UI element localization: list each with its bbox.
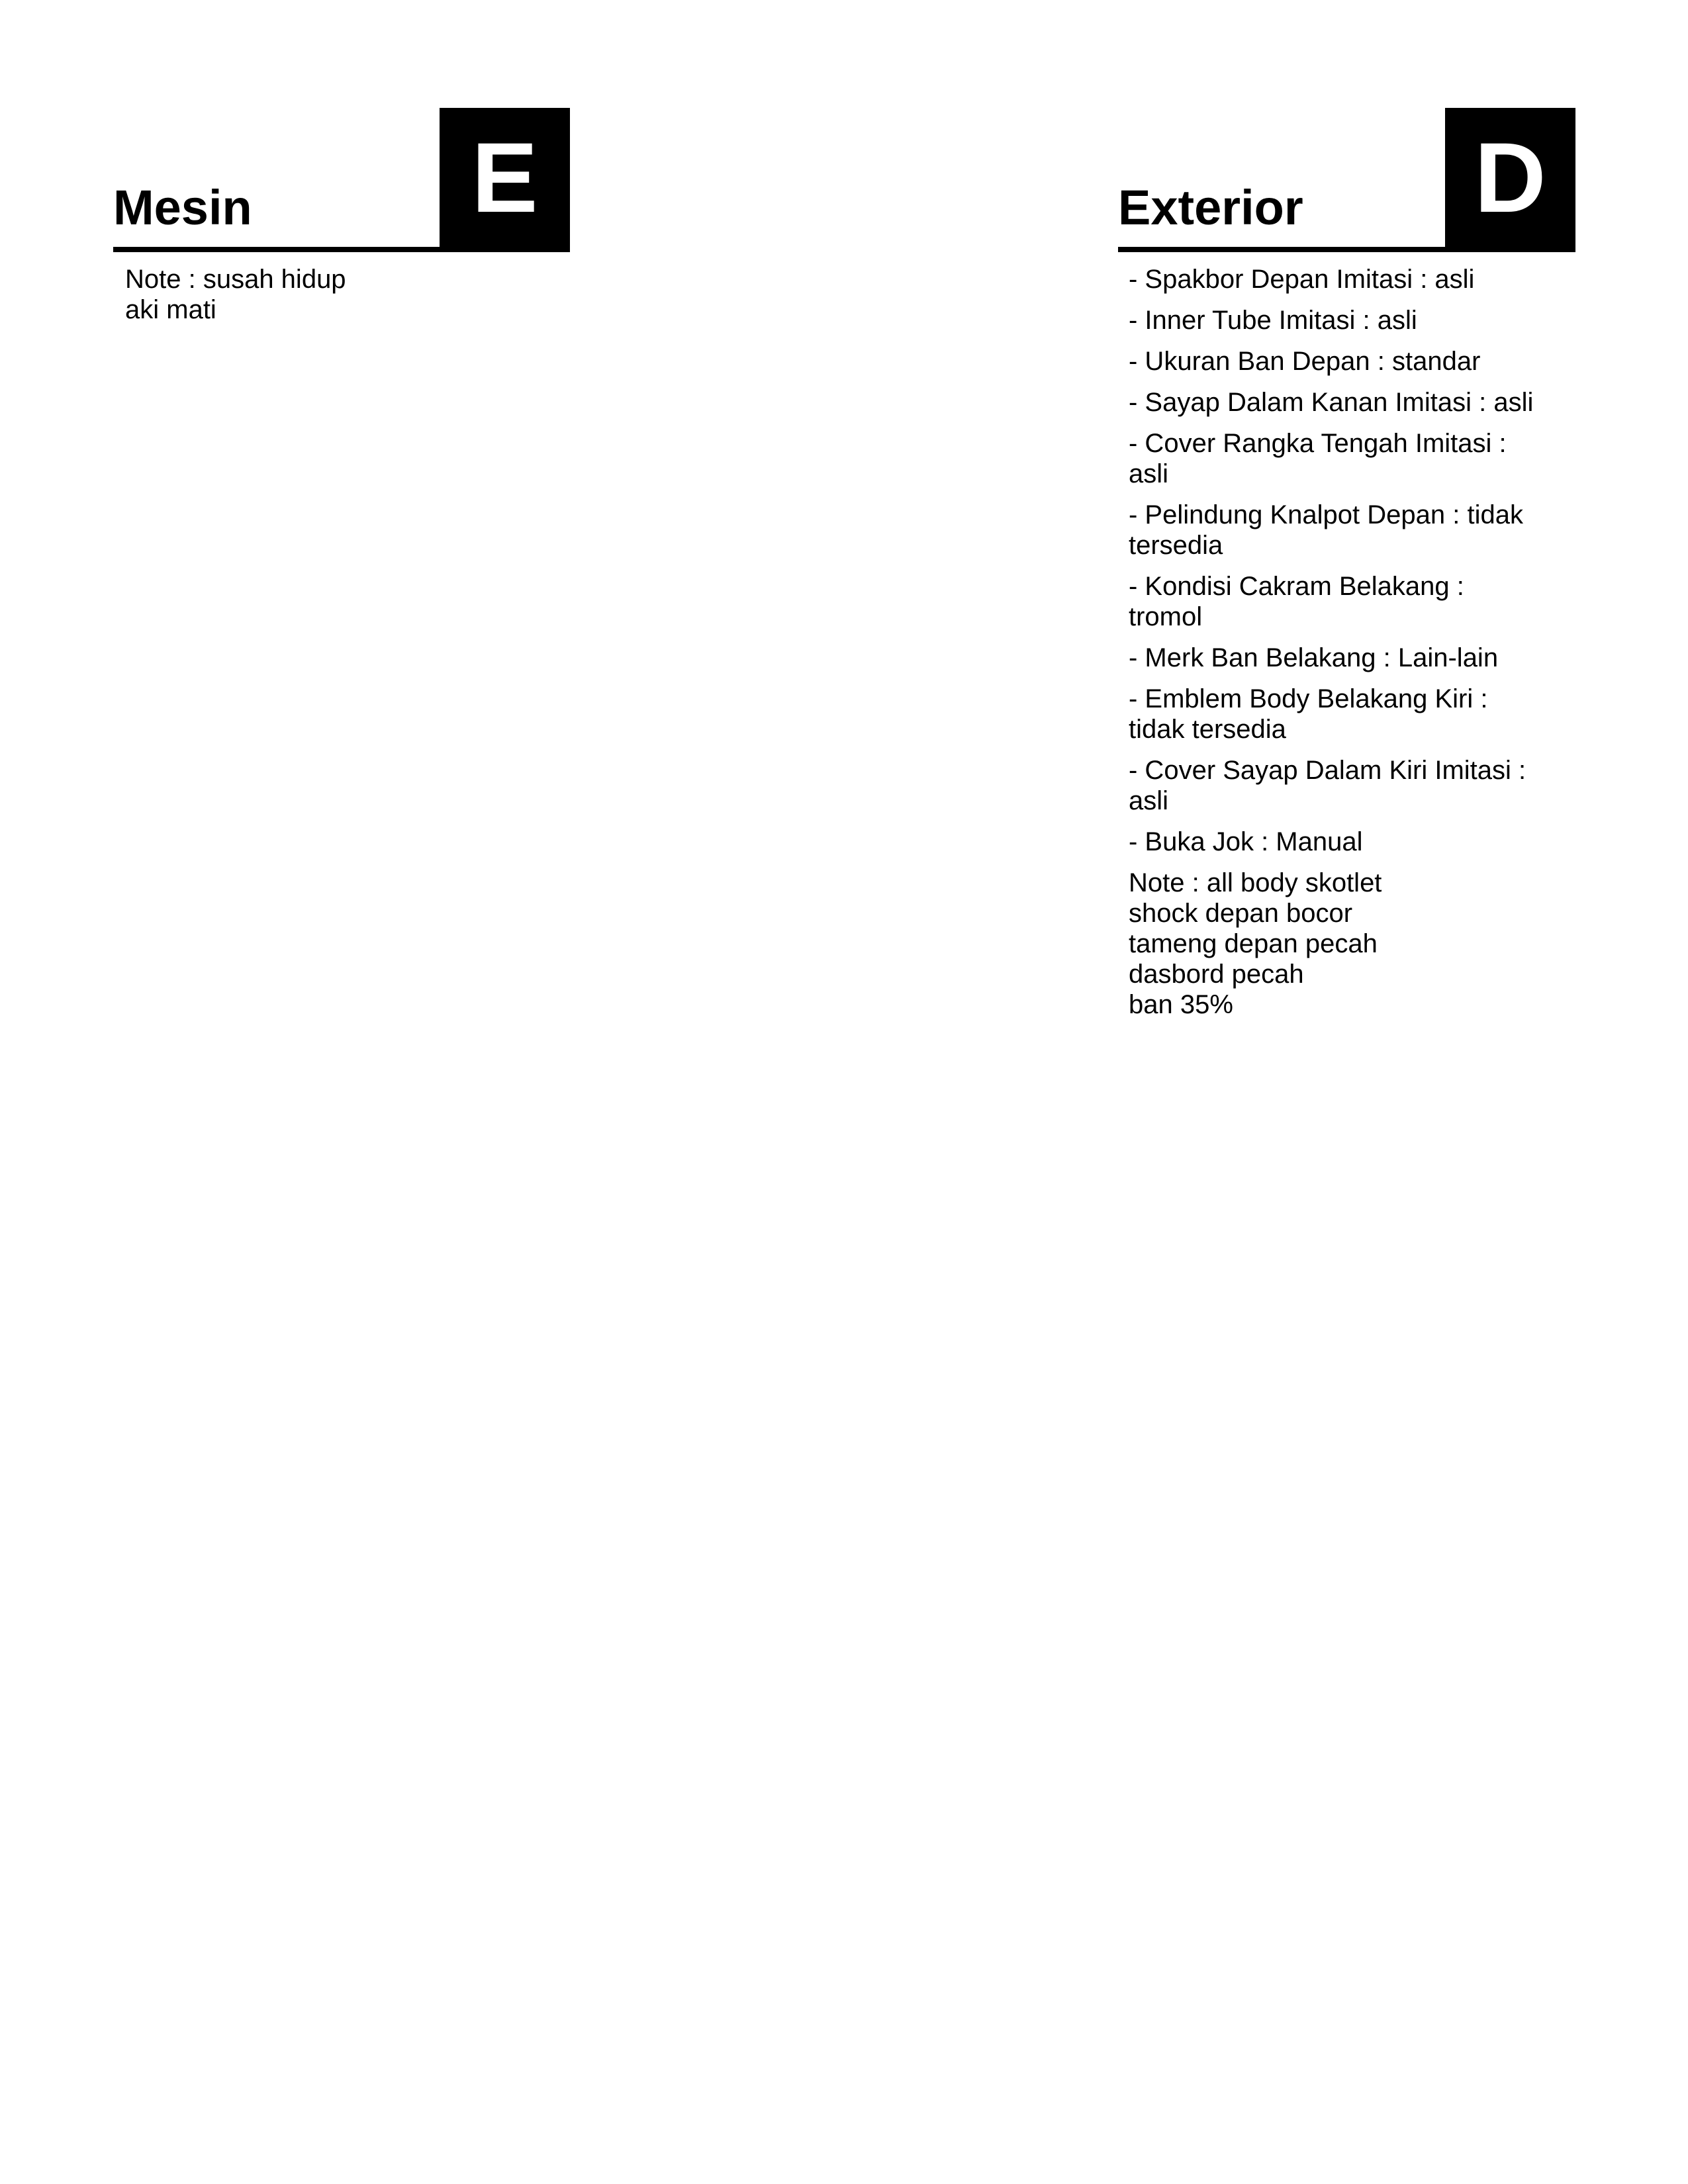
exterior-item: - Emblem Body Belakang Kiri : tidak tersedia [1129, 684, 1488, 744]
exterior-item: - Cover Sayap Dalam Kiri Imitasi : asli [1129, 756, 1526, 815]
mesin-note: Note : susah hidup aki mati [125, 265, 346, 324]
exterior-item: - Cover Rangka Tengah Imitasi : asli [1129, 429, 1507, 488]
mesin-body [113, 252, 570, 325]
exterior-item: - Sayap Dalam Kanan Imitasi : asli [1129, 388, 1534, 417]
exterior-grade-badge: D [1445, 108, 1575, 247]
exterior-item: - Ukuran Ban Depan : standar [1129, 347, 1481, 376]
mesin-header [113, 108, 570, 252]
exterior-body [1118, 252, 1575, 1020]
exterior-section [1118, 108, 1575, 1020]
exterior-header [1118, 108, 1575, 252]
mesin-grade-badge: E [440, 108, 570, 247]
exterior-note: Note : all body skotlet shock depan bocor tameng depan pecah dasbord pecah ban 35% [1129, 868, 1382, 1019]
mesin-title: Mesin [113, 180, 252, 235]
exterior-item: - Spakbor Depan Imitasi : asli [1129, 265, 1475, 294]
exterior-item: - Buka Jok : Manual [1129, 827, 1363, 856]
exterior-item: - Pelindung Knalpot Depan : tidak tersedia [1129, 500, 1523, 560]
exterior-item: - Inner Tube Imitasi : asli [1129, 306, 1417, 335]
exterior-item: - Merk Ban Belakang : Lain-lain [1129, 643, 1499, 672]
exterior-item: - Kondisi Cakram Belakang : tromol [1129, 572, 1464, 631]
exterior-title: Exterior [1118, 180, 1303, 235]
mesin-section [113, 108, 570, 325]
